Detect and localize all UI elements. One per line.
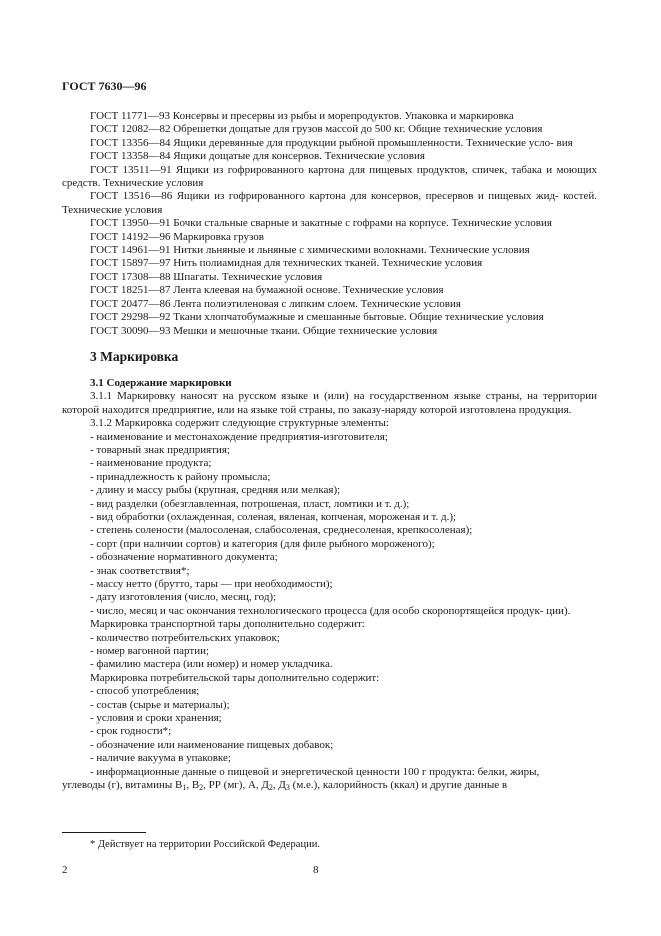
list-item: - принадлежность к району промысла;: [90, 470, 271, 483]
page-body: [62, 110, 597, 793]
reference-item: ГОСТ 17308—88 Шпагаты. Технические условия: [90, 270, 323, 283]
reference-item: ГОСТ 14961—91 Нитки льняные и льняные с химическими волокнами. Технические условия: [90, 244, 530, 257]
reference-item: ГОСТ 13358—84 Ящики дощатые для консервов. Технические условия: [90, 150, 425, 163]
list-item: - вид обработки (охлажденная, соленая, вяленая, копченая, мороженая и т. д.);: [90, 510, 457, 523]
reference-item: ГОСТ 13511—91 Ящики из гофрированного картона для пищевых продуктов, спичек, табака и моющих средств. Технические условия: [62, 163, 597, 190]
list-item: - длину и массу рыбы (крупная, средняя или мелкая);: [90, 484, 341, 497]
reference-item: ГОСТ 29298—92 Ткани хлопчатобумажные и смешанные бытовые. Общие технические условия: [90, 311, 544, 324]
list-item: - состав (сырье и материалы);: [90, 698, 230, 711]
reference-item: ГОСТ 13356—84 Ящики деревянные для продукции рыбной промышленности. Технические усло- вия: [90, 136, 573, 149]
transport-tare-intro: Маркировка транспортной тары дополнительно содержит:: [90, 618, 365, 631]
reference-item: ГОСТ 30090—93 Мешки и мешочные ткани. Общие технические условия: [90, 324, 438, 337]
list-item: - наименование продукта;: [90, 457, 212, 470]
reference-item: ГОСТ 20477—86 Лента полиэтиленовая с липким слоем. Технические условия: [90, 297, 461, 310]
nutrition-info-line: углеводы (г), витамины $В_1$, $В_2$, РР (мг), А, $Д_2$, $Д_3$ (м.е.), калорийность (ккал) и другие данные в: [62, 779, 508, 793]
reference-item: ГОСТ 18251—87 Лента клеевая на бумажной основе. Технические условия: [90, 284, 444, 297]
list-item: - способ употребления;: [90, 685, 200, 698]
reference-item: ГОСТ 12082—82 Обрешетки дощатые для грузов массой до 500 кг. Общие технические условия: [90, 123, 543, 136]
list-item: - наличие вакуума в упаковке;: [90, 752, 231, 765]
list-item: - массу нетто (брутто, тары — при необходимости);: [90, 578, 333, 590]
list-item: - номер вагонной партии;: [90, 645, 210, 658]
list-item: - вид разделки (обезглавленная, потрошеная, пласт, ломтики и т. д.);: [90, 497, 410, 510]
running-header: ГОСТ 7630—96: [62, 79, 147, 93]
footnote: * Действует на территории Российской Федерации.: [90, 839, 320, 850]
list-item: - дату изготовления (число, месяц, год);: [90, 591, 277, 604]
page-number-left: 2: [62, 864, 68, 876]
footnote-rule: [62, 832, 146, 833]
reference-item: ГОСТ 13950—91 Бочки стальные сварные и закатные с гофрами на корпусе. Технические условия: [90, 217, 552, 230]
consumer-tare-intro: Маркировка потребительской тары дополнительно содержит:: [90, 671, 380, 684]
list-item: - срок годности*;: [90, 725, 172, 738]
subsection-title: 3.1 Содержание маркировки: [90, 376, 232, 389]
list-item: - наименование и местонахождение предприятия-изготовителя;: [90, 430, 388, 443]
list-item: - фамилию мастера (или номер) и номер укладчика.: [90, 658, 333, 671]
list-item: - число, месяц и час окончания технологического процесса (для особо скоропортящейся продук- ции).: [90, 604, 571, 617]
paragraph-3-1-2: 3.1.2 Маркировка содержит следующие структурные элементы:: [90, 417, 389, 430]
list-item: - информационные данные о пищевой и энергетической ценности 100 г продукта: белки, жиры,: [90, 765, 540, 778]
marking-elements-list: [62, 431, 597, 605]
page-number-center: 8: [313, 864, 319, 876]
reference-item: ГОСТ 11771—93 Консервы и пресервы из рыбы и морепродуктов. Упаковка и маркировка: [90, 110, 514, 122]
list-item: - количество потребительских упаковок;: [90, 631, 280, 644]
list-item: - степень солености (малосоленая, слабосоленая, среднесоленая, крепкосоленая);: [90, 524, 473, 537]
list-item: - товарный знак предприятия;: [90, 443, 230, 456]
list-item: - обозначение нормативного документа;: [90, 551, 278, 564]
list-item: - знак соответствия*;: [90, 564, 190, 577]
list-item: - обозначение или наименование пищевых добавок;: [90, 738, 334, 751]
reference-item: ГОСТ 13516—86 Ящики из гофрированного картона для консервов, пресервов и пищевых жид- костей. Технические условия: [62, 190, 598, 216]
paragraph-3-1-1: 3.1.1 Маркировку наносят на русском языке и (или) на государственном языке страны, на территории которой находится предприятие, или на языке той страны, по заказу-наряду которой изготовлена продукция.: [62, 390, 598, 416]
reference-item: ГОСТ 15897—97 Нить полиамидная для технических тканей. Технические условия: [90, 257, 483, 270]
list-item: - условия и сроки хранения;: [90, 712, 222, 725]
transport-tare-list: [62, 632, 597, 672]
normative-references-list: [62, 110, 597, 338]
reference-item: ГОСТ 14192—96 Маркировка грузов: [90, 230, 264, 243]
list-item: - сорт (при наличии сортов) и категория (для филе рыбного мороженого);: [90, 537, 435, 550]
consumer-tare-list: [62, 685, 597, 765]
section-title: 3 Маркировка: [90, 348, 179, 364]
